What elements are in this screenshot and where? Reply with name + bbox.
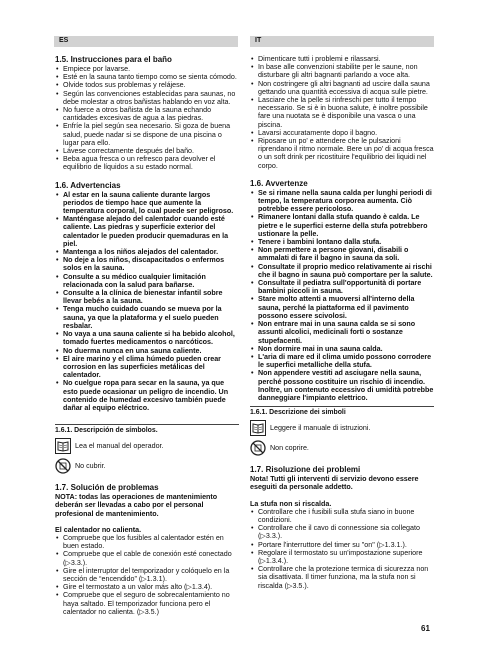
symbol-no-cover	[250, 439, 434, 457]
no-cover-icon	[55, 458, 71, 474]
list-item: • Gire el termostato a un valor más alto (▷1.3.4).	[55, 583, 239, 591]
list-item: • Controllare che il cavo di connessione sia collegato (▷3.3.).	[250, 524, 434, 540]
section-title-1-6: 1.6. Avvertenze	[250, 178, 308, 188]
symbol-label: Lea el manual del operador.	[75, 442, 164, 451]
language-bar-es	[54, 36, 238, 47]
list-item: • Non permettere a persone giovani, disabili o ammalati di fare il bagno in sauna da soli.	[250, 246, 434, 262]
section-title-1-7: 1.7. Risoluzione dei problemi	[250, 465, 361, 475]
list-item: • El aire marino y el clima húmedo pueden crear corrosion en las superficies metálicas del calentador.	[55, 355, 239, 380]
warnings-list	[55, 191, 239, 412]
list-item: • Tenere i bambini lontano dalla stufa.	[250, 238, 434, 246]
list-item: • Manténgase alejado del calentador cuando esté caliente. Las piedras y superficie exterior del calentador le pueden producir quemaduras en la piel.	[55, 215, 239, 248]
language-tag-es: ES	[59, 37, 69, 44]
list-item: • No vaya a una sauna caliente si ha bebido alcohol, tomado fuertes medicamentos o narcóticos.	[55, 330, 239, 346]
symbol-read-manual	[55, 437, 239, 455]
list-item: • Controllare che la protezione termica di sicurezza non sia disattivata. Il timer funziona, ma la stufa non si riscalda (▷3.5.).	[250, 565, 434, 590]
language-bar-it	[250, 36, 434, 47]
list-item: • Consultate il proprio medico relativamente ai rischi che il bagno in sauna può comportare per la salute.	[250, 263, 434, 279]
troubleshooting-list	[250, 508, 434, 590]
list-item: • Beba agua fresca o un refresco para devolver el equilibrio de líquidos a su estado normal.	[55, 155, 239, 171]
list-item: • Consulte a la clínica de bienestar infantil sobre llevar bebés a la sauna.	[55, 289, 239, 305]
list-item: • Enfríe la piel según sea necesario. Si goza de buena salud, puede nadar si se dispone de una piscina o lugar para ello.	[55, 122, 239, 147]
list-item: • No duerma nunca en una sauna caliente.	[55, 347, 239, 355]
section-title-1-6: 1.6. Advertencias	[55, 180, 121, 190]
list-item: • Dimenticare tutti i problemi e rilassarsi.	[250, 55, 434, 63]
list-item: • Lasciare che la pelle si rinfreschi per tutto il tempo necessario. Se si è in buona salute, è inoltre possibile fare una nuotata se è disponibile una vasca o una piscina.	[250, 96, 434, 129]
list-item: • Non entrare mai in una sauna calda se si sono assunti alcolici, medicinali forti o sostanze stupefacenti.	[250, 320, 434, 345]
list-item: • Portare l'interruttore del timer su "on" (▷1.3.1.).	[250, 541, 434, 549]
problem-heading: El calentador no calienta.	[55, 525, 142, 534]
list-item: • Mantenga a los niños alejados del calentador.	[55, 248, 239, 256]
column-es	[55, 55, 239, 616]
section-title-1-7: 1.7. Solución de problemas	[55, 483, 159, 493]
list-item: • Non dormire mai in una sauna calda.	[250, 345, 434, 353]
list-item: • Consulte a su médico cualquier limitación relacionada con la salud para bañarse.	[55, 273, 239, 289]
list-item: • Según las convenciones establecidas para saunas, no debe molestar a otros bañistas hablando en voz alta.	[55, 90, 239, 106]
list-item: • Stare molto attenti a muoversi all'interno della sauna, perché la piattaforma ed il pavimento possono essere scivolosi.	[250, 295, 434, 320]
page-number: 61	[421, 624, 430, 633]
section-title-1-6-1: 1.6.1. Descripción de símbolos.	[55, 427, 158, 435]
list-item: • No cuelgue ropa para secar en la sauna, ya que esto puede ocasionar un peligro de incendio. Un contenido de humedad excesivo también puede dañar al equipo eléctrico.	[55, 379, 239, 412]
section-title-1-5: 1.5. Instrucciones para el baño	[55, 55, 172, 64]
list-item: • Esté en la sauna tanto tiempo como se sienta cómodo.	[55, 73, 239, 81]
list-item: • Gire el interruptor del temporizador y colóquelo en la sección de “encendido” (▷1.3.1).	[55, 567, 239, 583]
book-icon	[250, 420, 266, 436]
list-item: • In base alle convenzioni stabilite per le saune, non disturbare gli altri bagnanti parlando a voce alta.	[250, 63, 434, 79]
no-cover-icon	[250, 440, 266, 456]
list-item: • Rimanere lontani dalla stufa quando è calda. Le pietre e le superfici esterne della stufa potrebbero ustionare la pelle.	[250, 213, 434, 238]
section-title-1-6-1: 1.6.1. Descrizione dei simboli	[250, 409, 346, 417]
bath-instructions-list	[55, 65, 239, 172]
list-item: • Lavarsi accuratamente dopo il bagno.	[250, 129, 434, 137]
list-item: • Riposare un po' e attendere che le pulsazioni riprendano il ritmo normale. Bere un po' di acqua fresca o un soft drink per ricostituire l'equilibrio dei liquidi nel corpo.	[250, 137, 434, 170]
list-item: • L'aria di mare ed il clima umido possono corrodere le superfici metalliche della stufa.	[250, 353, 434, 369]
symbol-no-cover	[55, 457, 239, 475]
maintenance-note: Nota! Tutti gli interventi di servizio devono essere eseguiti da personale addetto.	[250, 475, 419, 492]
warnings-list	[250, 189, 434, 402]
column-it	[250, 55, 434, 590]
symbol-label: No cubrir.	[75, 462, 106, 471]
symbol-label: Non coprire.	[270, 444, 309, 453]
list-item: • Al estar en la sauna caliente durante largos periodos de tiempo hace que aumente la temperatura corporal, lo cual puede ser peligroso.	[55, 191, 239, 216]
problem-heading: La stufa non si riscalda.	[250, 499, 332, 508]
bath-instructions-list	[250, 55, 434, 170]
list-item: • Se si rimane nella sauna calda per lunghi periodi di tempo, la temperatura corporea aumenta. Ciò potrebbe essere pericoloso.	[250, 189, 434, 214]
list-item: • Non costringere gli altri bagnanti ad uscire dalla sauna gettando una quantità eccessiva di acqua sulle pietre.	[250, 80, 434, 96]
maintenance-note: NOTA: todas las operaciones de mantenimiento deberán ser llevadas a cabo por el personal profesional de mantenimiento.	[55, 493, 218, 518]
list-item: • No deje a los niños, discapacitados o enfermos solos en la sauna.	[55, 256, 239, 272]
list-item: • Non appendere vestiti ad asciugare nella sauna, perché possono costituire un rischio di incendio. Inoltre, un contenuto eccessivo di umidità potrebbe danneggiare l'impianto elettrico.	[250, 369, 434, 402]
list-item: • Consultate il pediatra sull'opportunità di portare bambini piccoli in sauna.	[250, 279, 434, 295]
list-item: • Compruebe que el seguro de sobrecalentamiento no haya saltado. El temporizador funciona pero el calentador no calienta. (▷3.5.)	[55, 591, 239, 616]
list-item: • Compruebe que el cable de conexión esté conectado (▷3.3.).	[55, 550, 239, 566]
list-item: • Empiece por lavarse.	[55, 65, 239, 73]
list-item: • Olvide todos sus problemas y relájese.	[55, 81, 239, 89]
list-item: • Controllare che i fusibili sulla stufa siano in buone condizioni.	[250, 508, 434, 524]
list-item: • Tenga mucho cuidado cuando se mueva por la sauna, ya que la plataforma y el suelo pueden resbalar.	[55, 305, 239, 330]
symbol-label: Leggere il manuale di istruzioni.	[270, 424, 371, 433]
list-item: • Regolare il termostato su un'impostazione superiore (▷1.3.4.).	[250, 549, 434, 565]
language-tag-it: IT	[255, 37, 262, 44]
list-item: • No fuerce a otros bañista de la sauna echando cantidades excesivas de agua a las piedras.	[55, 106, 239, 122]
list-item: • Lávese correctamente después del baño.	[55, 147, 239, 155]
book-icon	[55, 438, 71, 454]
list-item: • Compruebe que los fusibles al calentador estén en buen estado.	[55, 534, 239, 550]
symbol-read-manual	[250, 419, 434, 437]
troubleshooting-list	[55, 534, 239, 616]
